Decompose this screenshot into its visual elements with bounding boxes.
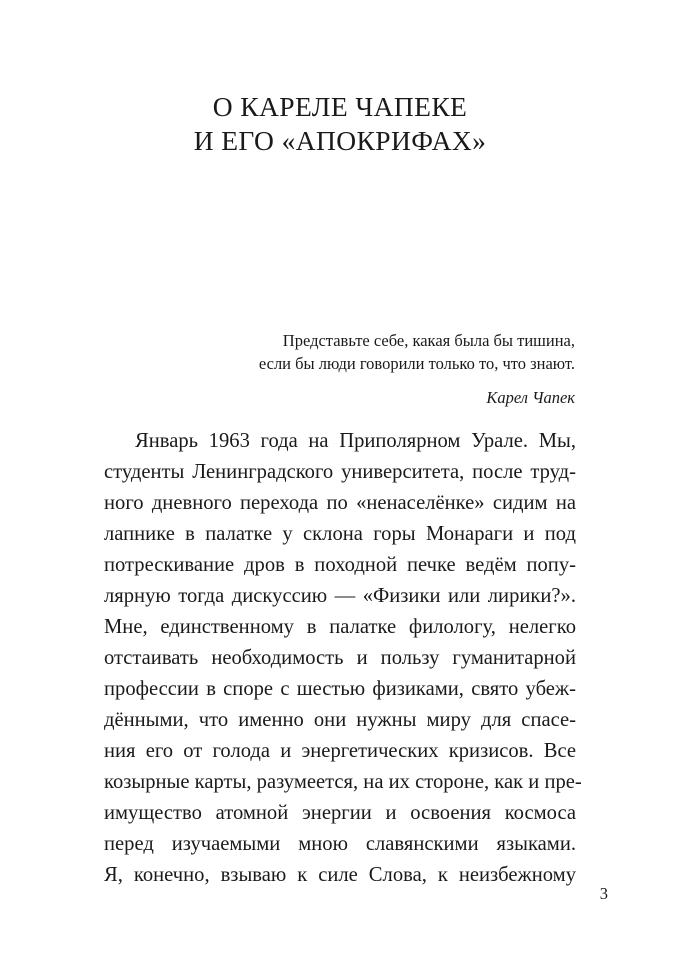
body-line: профессии в споре с шестью физиками, свято убеж-: [104, 678, 576, 700]
page-number: 3: [599, 884, 608, 903]
body-line: Я, конечно, взываю к силе Слова, к неизбежному: [104, 864, 576, 886]
body-line: Январь 1963 года на Приполярном Урале. Мы,: [135, 430, 576, 452]
body-line: имущество атомной энергии и освоения космоса: [104, 802, 576, 824]
epigraph-author: Карел Чапек: [486, 388, 575, 407]
epigraph-line-1: Представьте себе, какая была бы тишина,: [282, 331, 575, 350]
chapter-title: [0, 90, 680, 158]
body-line: студенты Ленинградского университета, после труд-: [104, 461, 576, 483]
body-paragraph: [104, 426, 582, 891]
chapter-title-line-2: И ЕГО «АПОКРИФАХ»: [193, 125, 487, 156]
epigraph-line-2: если бы люди говорили только то, что знают.: [258, 354, 575, 373]
body-line: козырные карты, разумеется, на их стороне, как и пре-: [104, 771, 582, 793]
body-line: лярную тогда дискуссию — «Физики или лирики?».: [104, 585, 576, 607]
chapter-title-line-1: О КАРЕЛЕ ЧАПЕКЕ: [212, 91, 468, 122]
body-line: ния его от голода и энергетических кризисов. Все: [104, 740, 576, 762]
epigraph: [155, 329, 575, 375]
body-line: лапнике в палатке у склона горы Монараги и под: [104, 523, 576, 545]
body-line: ного дневного перехода по «ненаселёнке» сидим на: [104, 492, 576, 514]
body-line: Мне, единственному в палатке филологу, нелегко: [104, 616, 576, 638]
body-line: перед изучаемыми мною славянскими языками.: [104, 833, 576, 855]
body-line: отстаивать необходимость и пользу гуманитарной: [104, 647, 576, 669]
body-line: потрескивание дров в походной печке ведём попу-: [104, 554, 576, 576]
body-line: дёнными, что именно они нужны миру для спасе-: [104, 709, 576, 731]
